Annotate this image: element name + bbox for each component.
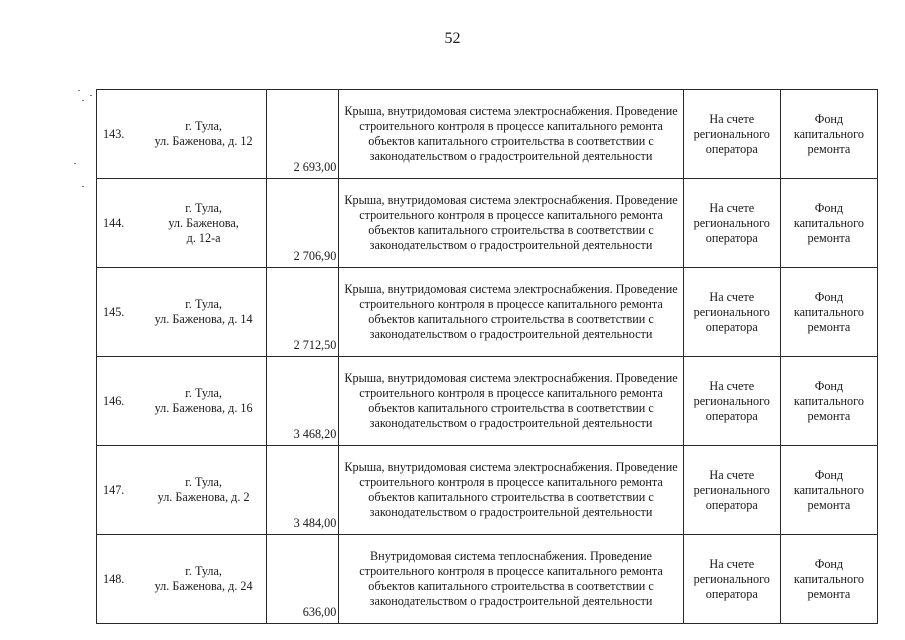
cost-cell: 2 712,50: [267, 268, 339, 357]
cost-cell: 3 468,20: [267, 357, 339, 446]
address-line: г. Тула,: [185, 386, 222, 400]
address-cell: [97, 179, 267, 268]
address: [141, 297, 266, 327]
account-owner-cell: На счете регионального оператора: [683, 535, 780, 624]
cost-cell: 3 484,00: [267, 446, 339, 535]
work-description-cell: Внутридомовая система теплоснабжения. Проведение строительного контроля в процессе капитального ремонта объектов капитального строительства в соответствии с законодательством о градостроительной деятельности: [339, 535, 683, 624]
table-row: [97, 268, 878, 357]
funding-source-cell: Фонд капитального ремонта: [780, 446, 877, 535]
account-owner-cell: На счете регионального оператора: [683, 90, 780, 179]
account-owner-cell: На счете регионального оператора: [683, 179, 780, 268]
work-description-cell: Крыша, внутридомовая система электроснабжения. Проведение строительного контроля в процессе капитального ремонта объектов капитального строительства в соответствии с законодательством о градостроительной деятельности: [339, 446, 683, 535]
account-owner-cell: На счете регионального оператора: [683, 446, 780, 535]
row-number: 144.: [103, 215, 125, 230]
work-description-cell: Крыша, внутридомовая система электроснабжения. Проведение строительного контроля в процессе капитального ремонта объектов капитального строительства в соответствии с законодательством о градостроительной деятельности: [339, 179, 683, 268]
table-row: [97, 179, 878, 268]
page-number: 52: [444, 30, 461, 47]
table-row: [97, 357, 878, 446]
address-line: д. 12-а: [186, 230, 221, 245]
address-line: ул. Баженова, д. 2: [157, 490, 250, 504]
row-number: 143.: [103, 126, 125, 141]
funding-source-cell: Фонд капитального ремонта: [780, 357, 877, 446]
address-line: г. Тула,: [185, 475, 222, 489]
row-number: 145.: [103, 304, 125, 319]
work-description-cell: Крыша, внутридомовая система электроснабжения. Проведение строительного контроля в процессе капитального ремонта объектов капитального строительства в соответствии с законодательством о градостроительной деятельности: [339, 357, 683, 446]
cost-cell: 636,00: [267, 535, 339, 624]
work-description-cell: Крыша, внутридомовая система электроснабжения. Проведение строительного контроля в процессе капитального ремонта объектов капитального строительства в соответствии с законодательством о градостроительной деятельности: [339, 268, 683, 357]
funding-source-cell: Фонд капитального ремонта: [780, 268, 877, 357]
table-row: [97, 446, 878, 535]
address-cell: [97, 446, 267, 535]
account-owner-cell: На счете регионального оператора: [683, 357, 780, 446]
row-number: 148.: [103, 571, 125, 586]
table-row: [97, 90, 878, 179]
scan-speck: [82, 100, 84, 101]
row-number: 147.: [103, 482, 125, 497]
address-cell: [97, 90, 267, 179]
address-line: ул. Баженова, д. 24: [154, 579, 253, 593]
cost-cell: 2 706,90: [267, 179, 339, 268]
address: [141, 475, 266, 505]
address-cell: [97, 268, 267, 357]
address-line: г. Тула,: [185, 119, 222, 133]
address-line: г. Тула,: [185, 297, 222, 311]
address-line: ул. Баженова, д. 12: [154, 134, 253, 148]
address-line: ул. Баженова,: [168, 215, 239, 230]
address-line: г. Тула,: [185, 564, 222, 578]
funding-source-cell: Фонд капитального ремонта: [780, 535, 877, 624]
scan-speck: [78, 90, 80, 91]
scan-speck: [90, 95, 92, 96]
address-line: г. Тула,: [185, 200, 222, 215]
address-cell: [97, 535, 267, 624]
address: [141, 564, 266, 594]
repair-works-table: [96, 89, 878, 624]
account-owner-cell: На счете регионального оператора: [683, 268, 780, 357]
address: [141, 386, 266, 416]
scan-speck: [82, 186, 84, 187]
table-row: [97, 535, 878, 624]
address-cell: [97, 357, 267, 446]
work-description-cell: Крыша, внутридомовая система электроснабжения. Проведение строительного контроля в процессе капитального ремонта объектов капитального строительства в соответствии с законодательством о градостроительной деятельности: [339, 90, 683, 179]
funding-source-cell: Фонд капитального ремонта: [780, 90, 877, 179]
address: [141, 201, 266, 246]
address-line: ул. Баженова, д. 16: [154, 401, 253, 415]
address-line: ул. Баженова, д. 14: [154, 312, 253, 326]
scan-speck: [74, 163, 76, 164]
funding-source-cell: Фонд капитального ремонта: [780, 179, 877, 268]
row-number: 146.: [103, 393, 125, 408]
cost-cell: 2 693,00: [267, 90, 339, 179]
address: [141, 119, 266, 149]
